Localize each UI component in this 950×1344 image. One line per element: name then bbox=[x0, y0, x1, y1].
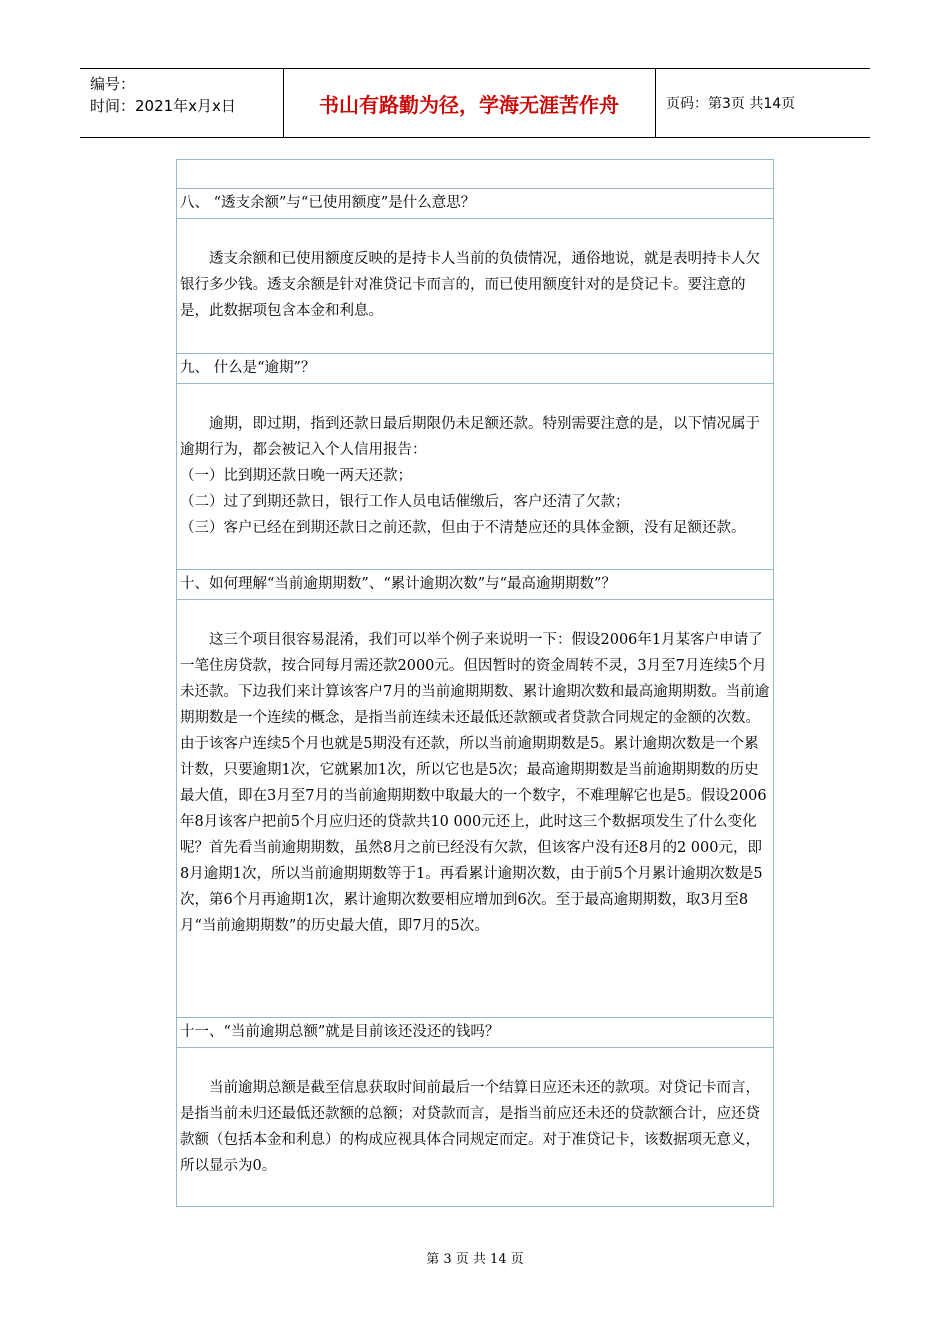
document-number-label: 编号： bbox=[90, 75, 136, 93]
header-motto: 书山有路勤为径，学海无涯苦作舟 bbox=[319, 92, 619, 117]
answer-8 bbox=[177, 219, 773, 354]
header-meta bbox=[90, 73, 280, 117]
answer-9 bbox=[177, 384, 773, 570]
answer-paragraph: 当前逾期总额是截至信息获取时间前最后一个结算日应还未还的款项。对贷记卡而言，是指当前未归还最低还款额的总额；对贷款而言，是指当前应还未还的贷款额合计，应还贷款额（包括本金和利息）的构成应视具体合同规定而定。对于准贷记卡，该数据项无意义，所以显示为0。 bbox=[180, 1080, 760, 1174]
answer-paragraph: 逾期，即过期，指到还款日最后期限仍未足额还款。特别需要注意的是，以下情况属于逾期行为，都会被记入个人信用报告： bbox=[180, 416, 760, 458]
list-item: （二）过了到期还款日，银行工作人员电话催缴后，客户还清了欠款； bbox=[180, 494, 630, 510]
header-page-info: 页码：第3页 共14页 bbox=[666, 96, 796, 112]
page-footer: 第 3 页 共 14 页 bbox=[426, 1252, 524, 1267]
question-8: 八、 “透支余额”与“已使用额度”是什么意思？ bbox=[177, 189, 773, 219]
question-9: 九、 什么是“逾期”？ bbox=[177, 354, 773, 384]
answer-paragraph: 透支余额和已使用额度反映的是持卡人当前的负债情况，通俗地说，就是表明持卡人欠银行多少钱。透支余额是针对准贷记卡而言的，而已使用额度针对的是贷记卡。要注意的是，此数据项包含本金和利息。 bbox=[180, 251, 760, 319]
question-11: 十一、“当前逾期总额”就是目前该还没还的钱吗？ bbox=[177, 1018, 773, 1048]
answer-11 bbox=[177, 1048, 773, 1206]
answer-10 bbox=[177, 600, 773, 1018]
list-item: （三）客户已经在到期还款日之前还款，但由于不清楚应还的具体金额，没有足额还款。 bbox=[180, 520, 746, 536]
blank-row bbox=[177, 160, 773, 189]
content-table bbox=[176, 159, 774, 1207]
page-header bbox=[80, 68, 870, 138]
answer-paragraph: 这三个项目很容易混淆，我们可以举个例子来说明一下：假设2006年1月某客户申请了一笔住房贷款，按合同每月需还款2000元。但因暂时的资金周转不灵，3月至7月连续5个月未还款。下边我们来计算该客户7月的当前逾期期数、累计逾期次数和最高逾期期数。当前逾期期数是一个连续的概念，是指当前连续未还最低还款额或者贷款合同规定的金额的次数。由于该客户连续5个月也就是5期没有还款，所以当前逾期期数是5。累计逾期次数是一个累计数，只要逾期1次，它就累加1次，所以它也是5次；最高逾期期数是当前逾期期数的历史最大值，即在3月至7月的当前逾期期数中取最大的一个数字，不难理解它也是5。假设2006年8月该客户把前5个月应归还的贷款共10 000元还上，此时这三个数据项发生了什么变化呢？首先看当前逾期期数，虽然8月之前已经没有欠款，但该客户没有还8月的2 000元，即8月逾期1次，所以当前逾期期数等于1。再看累计逾期次数，由于前5个月累计逾期次数是5次，第6个月再逾期1次，累计逾期次数要相应增加到6次。至于最高逾期期数，取3月至8月“当前逾期期数”的历史最大值，即7月的5次。 bbox=[180, 632, 770, 934]
list-item: （一）比到期还款日晚一两天还款； bbox=[180, 468, 412, 484]
header-divider bbox=[655, 69, 656, 137]
question-10: 十、如何理解“当前逾期期数”、“累计逾期次数”与“最高逾期期数”？ bbox=[177, 570, 773, 600]
document-date: 时间：2021年x月x日 bbox=[90, 97, 236, 115]
